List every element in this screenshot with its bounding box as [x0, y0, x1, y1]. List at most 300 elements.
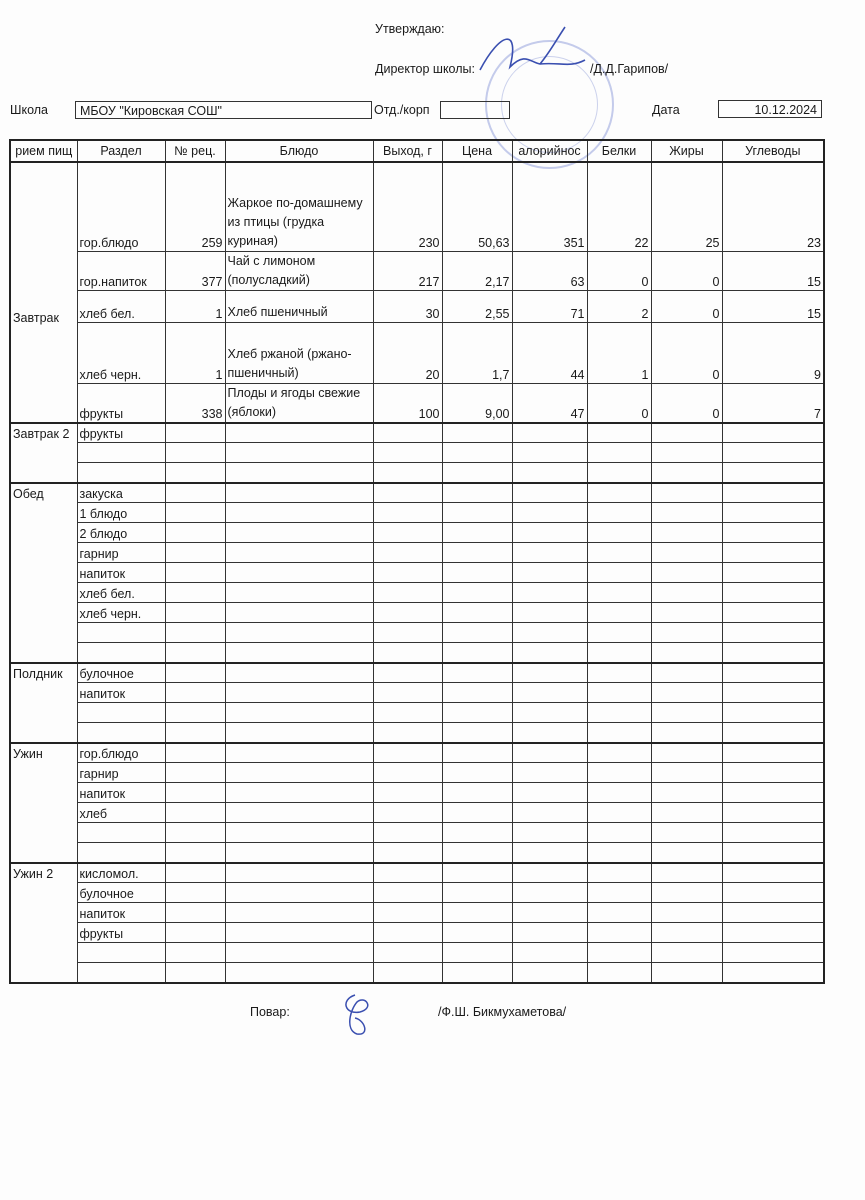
cell-kcal — [512, 443, 587, 463]
column-header: Белки — [587, 140, 651, 162]
cell-dish — [225, 583, 373, 603]
meal-name: Ужин — [10, 743, 77, 863]
table-row — [10, 863, 824, 883]
cell-protein — [587, 783, 651, 803]
cell-kcal — [512, 803, 587, 823]
cell-recipe — [165, 743, 225, 763]
cell-recipe — [165, 723, 225, 743]
cell-yield — [373, 563, 442, 583]
cell-yield — [373, 423, 442, 443]
cell-fat — [651, 583, 722, 603]
cell-recipe — [165, 603, 225, 623]
cell-dish — [225, 423, 373, 443]
cell-price — [442, 783, 512, 803]
cell-protein — [587, 643, 651, 663]
cell-section — [77, 703, 165, 723]
table-row — [10, 563, 824, 583]
cell-carbs — [722, 623, 824, 643]
cell-dish: Хлеб пшеничный — [225, 290, 373, 322]
cell-kcal — [512, 483, 587, 503]
cell-yield — [373, 703, 442, 723]
cell-fat — [651, 623, 722, 643]
cell-price — [442, 943, 512, 963]
column-header: Углеводы — [722, 140, 824, 162]
cell-price: 1,7 — [442, 322, 512, 383]
cell-carbs — [722, 723, 824, 743]
table-row — [10, 723, 824, 743]
cell-kcal — [512, 763, 587, 783]
cell-recipe — [165, 503, 225, 523]
cell-fat — [651, 903, 722, 923]
cell-kcal — [512, 523, 587, 543]
cell-price — [442, 723, 512, 743]
cell-recipe: 1 — [165, 322, 225, 383]
cell-fat: 0 — [651, 251, 722, 290]
cell-kcal — [512, 463, 587, 483]
cell-yield — [373, 623, 442, 643]
cell-protein — [587, 583, 651, 603]
cell-yield — [373, 683, 442, 703]
cell-recipe — [165, 843, 225, 863]
cell-protein: 22 — [587, 162, 651, 251]
cell-section: напиток — [77, 683, 165, 703]
cell-recipe — [165, 703, 225, 723]
column-header: Жиры — [651, 140, 722, 162]
table-row — [10, 503, 824, 523]
table-row — [10, 322, 824, 383]
cell-kcal — [512, 903, 587, 923]
cell-fat — [651, 703, 722, 723]
cell-protein — [587, 903, 651, 923]
cell-recipe — [165, 863, 225, 883]
cell-section: хлеб — [77, 803, 165, 823]
table-row — [10, 162, 824, 251]
cell-yield: 30 — [373, 290, 442, 322]
cell-section: кисломол. — [77, 863, 165, 883]
cell-dish — [225, 943, 373, 963]
cell-recipe: 338 — [165, 383, 225, 423]
cell-carbs: 7 — [722, 383, 824, 423]
cell-price — [442, 583, 512, 603]
cell-yield — [373, 963, 442, 983]
table-row — [10, 290, 824, 322]
table-row — [10, 663, 824, 683]
cell-fat — [651, 743, 722, 763]
cell-kcal — [512, 723, 587, 743]
cell-price — [442, 683, 512, 703]
cell-fat: 0 — [651, 383, 722, 423]
cell-fat — [651, 563, 722, 583]
cell-yield — [373, 763, 442, 783]
cell-protein: 0 — [587, 383, 651, 423]
cell-protein — [587, 603, 651, 623]
cell-fat — [651, 523, 722, 543]
cell-fat — [651, 823, 722, 843]
cell-recipe — [165, 423, 225, 443]
cell-kcal — [512, 543, 587, 563]
table-row — [10, 583, 824, 603]
table-row — [10, 443, 824, 463]
cell-fat — [651, 783, 722, 803]
cell-carbs: 23 — [722, 162, 824, 251]
column-header: Выход, г — [373, 140, 442, 162]
cell-yield: 20 — [373, 322, 442, 383]
cell-protein — [587, 683, 651, 703]
cell-price — [442, 923, 512, 943]
cell-protein — [587, 483, 651, 503]
cell-fat — [651, 463, 722, 483]
column-header: Блюдо — [225, 140, 373, 162]
cell-carbs — [722, 863, 824, 883]
cell-section: гарнир — [77, 763, 165, 783]
cell-recipe: 1 — [165, 290, 225, 322]
cell-carbs — [722, 783, 824, 803]
cell-section: гор.блюдо — [77, 162, 165, 251]
cell-recipe — [165, 523, 225, 543]
cell-section: напиток — [77, 563, 165, 583]
cell-dish — [225, 563, 373, 583]
cell-yield: 217 — [373, 251, 442, 290]
cell-dish — [225, 783, 373, 803]
cell-protein — [587, 543, 651, 563]
cell-recipe — [165, 583, 225, 603]
cell-section: гор.блюдо — [77, 743, 165, 763]
cell-protein — [587, 663, 651, 683]
cell-yield — [373, 943, 442, 963]
cell-carbs — [722, 563, 824, 583]
cell-dish: Чай с лимоном (полусладкий) — [225, 251, 373, 290]
table-row — [10, 683, 824, 703]
cell-price — [442, 963, 512, 983]
cell-carbs — [722, 943, 824, 963]
dept-field — [440, 101, 510, 119]
cell-carbs — [722, 543, 824, 563]
cell-fat — [651, 923, 722, 943]
table-row — [10, 883, 824, 903]
cell-section — [77, 823, 165, 843]
cell-recipe — [165, 783, 225, 803]
cell-protein — [587, 823, 651, 843]
date-label: Дата — [652, 103, 680, 117]
cell-price — [442, 563, 512, 583]
school-field: МБОУ "Кировская СОШ" — [75, 101, 372, 119]
cell-yield — [373, 783, 442, 803]
cell-recipe — [165, 643, 225, 663]
table-row — [10, 623, 824, 643]
cell-protein — [587, 743, 651, 763]
cell-carbs — [722, 703, 824, 723]
cell-price — [442, 423, 512, 443]
cell-yield: 230 — [373, 162, 442, 251]
cell-carbs — [722, 903, 824, 923]
cell-fat — [651, 443, 722, 463]
cell-carbs — [722, 843, 824, 863]
table-row — [10, 803, 824, 823]
cell-protein: 1 — [587, 322, 651, 383]
table-row — [10, 251, 824, 290]
cell-carbs: 15 — [722, 251, 824, 290]
cell-recipe — [165, 563, 225, 583]
cell-dish — [225, 503, 373, 523]
cell-recipe — [165, 923, 225, 943]
cell-section — [77, 843, 165, 863]
cell-yield — [373, 463, 442, 483]
meal-name: Ужин 2 — [10, 863, 77, 983]
cook-signature — [335, 990, 385, 1040]
cell-section: гор.напиток — [77, 251, 165, 290]
cell-recipe: 259 — [165, 162, 225, 251]
cell-carbs — [722, 963, 824, 983]
director-signature — [470, 22, 590, 82]
cell-kcal — [512, 683, 587, 703]
cell-recipe — [165, 443, 225, 463]
cell-protein — [587, 423, 651, 443]
cell-dish: Хлеб ржаной (ржано-пшеничный) — [225, 322, 373, 383]
cell-kcal — [512, 823, 587, 843]
cell-yield — [373, 883, 442, 903]
cell-recipe — [165, 763, 225, 783]
cell-kcal — [512, 843, 587, 863]
meal-name: Завтрак 2 — [10, 423, 77, 483]
cell-kcal — [512, 703, 587, 723]
cell-carbs: 9 — [722, 322, 824, 383]
cell-kcal — [512, 923, 587, 943]
table-row — [10, 603, 824, 623]
cell-kcal: 71 — [512, 290, 587, 322]
cell-recipe: 377 — [165, 251, 225, 290]
cell-kcal — [512, 503, 587, 523]
cell-fat: 0 — [651, 290, 722, 322]
cell-kcal — [512, 563, 587, 583]
cell-protein — [587, 703, 651, 723]
cell-dish — [225, 963, 373, 983]
cell-fat — [651, 643, 722, 663]
table-row — [10, 523, 824, 543]
cell-yield — [373, 643, 442, 663]
cell-dish — [225, 523, 373, 543]
cell-fat: 0 — [651, 322, 722, 383]
cell-fat — [651, 543, 722, 563]
cell-price — [442, 803, 512, 823]
cell-fat — [651, 803, 722, 823]
cell-yield — [373, 543, 442, 563]
cell-price — [442, 883, 512, 903]
cell-kcal: 47 — [512, 383, 587, 423]
cell-recipe — [165, 663, 225, 683]
cell-dish: Плоды и ягоды свежие (яблоки) — [225, 383, 373, 423]
cell-kcal — [512, 743, 587, 763]
cell-protein — [587, 763, 651, 783]
cell-price: 9,00 — [442, 383, 512, 423]
column-header: алорийнос — [512, 140, 587, 162]
cell-fat — [651, 603, 722, 623]
cell-protein — [587, 503, 651, 523]
cell-carbs — [722, 523, 824, 543]
cell-price — [442, 763, 512, 783]
table-row — [10, 903, 824, 923]
cell-section — [77, 463, 165, 483]
cell-yield — [373, 603, 442, 623]
table-row — [10, 743, 824, 763]
cell-dish — [225, 643, 373, 663]
cell-price — [442, 603, 512, 623]
meal-name: Завтрак — [10, 162, 77, 423]
cell-carbs — [722, 603, 824, 623]
cell-section: фрукты — [77, 383, 165, 423]
meal-name: Полдник — [10, 663, 77, 743]
cell-section: хлеб черн. — [77, 603, 165, 623]
cell-dish — [225, 803, 373, 823]
cell-section: напиток — [77, 903, 165, 923]
cell-recipe — [165, 683, 225, 703]
cell-kcal — [512, 423, 587, 443]
cell-fat — [651, 663, 722, 683]
cell-recipe — [165, 903, 225, 923]
cell-section: напиток — [77, 783, 165, 803]
cell-protein — [587, 843, 651, 863]
cell-protein — [587, 563, 651, 583]
cell-protein — [587, 963, 651, 983]
cell-kcal — [512, 963, 587, 983]
cell-protein — [587, 923, 651, 943]
cell-yield — [373, 843, 442, 863]
director-name: /Д.Д.Гарипов/ — [590, 62, 669, 76]
cell-dish — [225, 823, 373, 843]
cell-recipe — [165, 823, 225, 843]
cell-price: 2,55 — [442, 290, 512, 322]
cell-carbs — [722, 423, 824, 443]
cell-kcal — [512, 783, 587, 803]
cell-carbs: 15 — [722, 290, 824, 322]
cell-fat — [651, 763, 722, 783]
cell-fat — [651, 943, 722, 963]
cell-section — [77, 723, 165, 743]
cell-dish — [225, 483, 373, 503]
meal-name: Обед — [10, 483, 77, 663]
table-row — [10, 463, 824, 483]
cell-fat — [651, 483, 722, 503]
cook-label: Повар: — [250, 1005, 290, 1019]
cell-fat: 25 — [651, 162, 722, 251]
cell-fat — [651, 683, 722, 703]
cell-price — [442, 823, 512, 843]
cell-yield — [373, 743, 442, 763]
table-row — [10, 963, 824, 983]
cell-yield — [373, 443, 442, 463]
cell-recipe — [165, 463, 225, 483]
cell-kcal: 63 — [512, 251, 587, 290]
cell-recipe — [165, 623, 225, 643]
cell-price — [442, 643, 512, 663]
cell-dish — [225, 443, 373, 463]
cell-carbs — [722, 823, 824, 843]
cell-dish — [225, 543, 373, 563]
menu-table — [9, 139, 825, 984]
cell-price — [442, 703, 512, 723]
cell-yield — [373, 923, 442, 943]
table-row — [10, 483, 824, 503]
cell-yield — [373, 803, 442, 823]
cell-dish — [225, 703, 373, 723]
cell-carbs — [722, 923, 824, 943]
director-label: Директор школы: — [375, 62, 475, 76]
column-header: рием пищ — [10, 140, 77, 162]
cell-section: хлеб черн. — [77, 322, 165, 383]
cell-kcal — [512, 883, 587, 903]
table-row — [10, 643, 824, 663]
cell-kcal: 351 — [512, 162, 587, 251]
cell-yield — [373, 523, 442, 543]
cell-dish — [225, 743, 373, 763]
cell-protein — [587, 863, 651, 883]
cell-recipe — [165, 543, 225, 563]
cell-price — [442, 663, 512, 683]
cell-kcal: 44 — [512, 322, 587, 383]
cell-fat — [651, 863, 722, 883]
cell-dish — [225, 623, 373, 643]
cell-section: 1 блюдо — [77, 503, 165, 523]
cell-fat — [651, 723, 722, 743]
cell-recipe — [165, 963, 225, 983]
cell-dish — [225, 683, 373, 703]
cell-protein: 2 — [587, 290, 651, 322]
cell-fat — [651, 883, 722, 903]
cell-carbs — [722, 803, 824, 823]
cell-carbs — [722, 663, 824, 683]
cell-kcal — [512, 863, 587, 883]
cell-price — [442, 503, 512, 523]
column-header: № рец. — [165, 140, 225, 162]
cell-carbs — [722, 763, 824, 783]
cell-price — [442, 543, 512, 563]
cell-price — [442, 863, 512, 883]
cell-section — [77, 643, 165, 663]
cell-section — [77, 963, 165, 983]
table-row — [10, 763, 824, 783]
cell-yield — [373, 483, 442, 503]
column-header: Цена — [442, 140, 512, 162]
cell-section: хлеб бел. — [77, 583, 165, 603]
cell-yield: 100 — [373, 383, 442, 423]
cell-yield — [373, 863, 442, 883]
cell-carbs — [722, 443, 824, 463]
cell-dish — [225, 723, 373, 743]
cell-carbs — [722, 583, 824, 603]
cell-protein — [587, 723, 651, 743]
table-row — [10, 383, 824, 423]
cell-dish — [225, 763, 373, 783]
cell-dish: Жаркое по-домашнему из птицы (грудка куриная) — [225, 162, 373, 251]
cell-dish — [225, 603, 373, 623]
cell-section — [77, 443, 165, 463]
cell-price — [442, 483, 512, 503]
cell-section: фрукты — [77, 423, 165, 443]
cell-carbs — [722, 463, 824, 483]
cell-protein — [587, 523, 651, 543]
cell-price — [442, 623, 512, 643]
cell-section: фрукты — [77, 923, 165, 943]
cell-yield — [373, 583, 442, 603]
cell-yield — [373, 503, 442, 523]
table-row — [10, 843, 824, 863]
cell-section: закуска — [77, 483, 165, 503]
cell-price — [442, 463, 512, 483]
cell-kcal — [512, 583, 587, 603]
cell-yield — [373, 723, 442, 743]
cell-price — [442, 523, 512, 543]
cell-price — [442, 743, 512, 763]
column-header: Раздел — [77, 140, 165, 162]
